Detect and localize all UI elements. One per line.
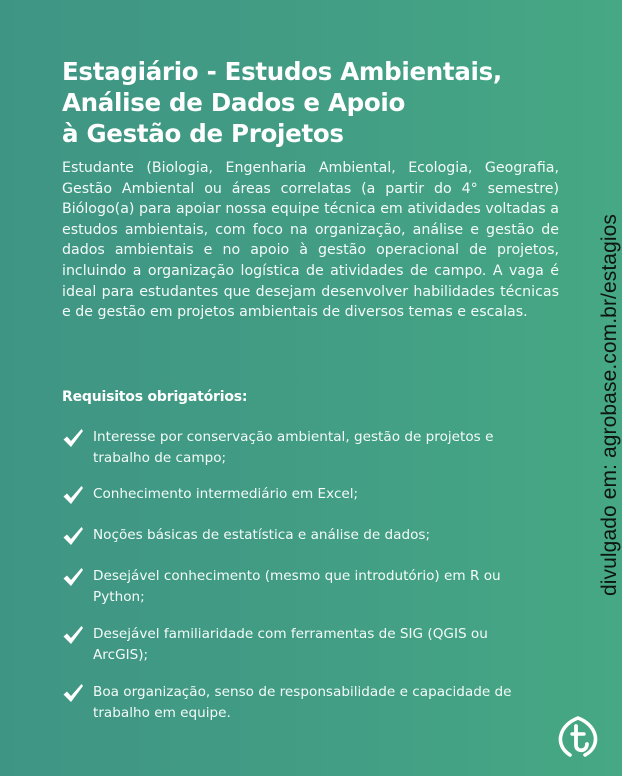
check-icon xyxy=(62,566,84,588)
check-icon xyxy=(62,525,84,547)
check-icon xyxy=(62,427,84,449)
job-title xyxy=(62,56,562,149)
job-title-line-1: Estagiário - Estudos Ambientais, xyxy=(62,57,502,86)
job-title-line-2: Análise de Dados e Apoio xyxy=(62,88,406,117)
requirement-text: Desejável familiaridade com ferramentas de SIG (QGIS ou ArcGIS); xyxy=(93,626,488,663)
requirement-text: Desejável conhecimento (mesmo que introdutório) em R ou Python; xyxy=(93,568,501,605)
source-note: divulgado em: agrobase.com.br/estagios xyxy=(598,213,621,597)
requirements-heading: Requisitos obrigatórios: xyxy=(62,389,248,405)
check-icon xyxy=(62,682,84,704)
requirement-text: Interesse por conservação ambiental, gestão de projetos e trabalho de campo; xyxy=(93,429,494,466)
job-title-line-3: à Gestão de Projetos xyxy=(62,119,344,148)
requirement-text: Boa organização, senso de responsabilidade e capacidade de trabalho em equipe. xyxy=(93,684,512,721)
leaf-t-logo-icon xyxy=(558,716,598,758)
job-description: Estudante (Biologia, Engenharia Ambiental, Ecologia, Geografia, Gestão Ambiental ou áreas correlatas (a partir do 4° semestre) Biólogo(a) para apoiar nossa equipe técnica em atividades voltadas a estudos ambientais, com foco na organização, análise e gestão de dados ambientais e no apoio à gestão operacional de projetos, incluindo a organização logística de atividades de campo. A vaga é ideal para estudantes que desejam desenvolver habilidades técnicas e de gestão em projetos ambientais de diversos temas e escalas. xyxy=(62,160,559,321)
requirement-text: Conhecimento intermediário em Excel; xyxy=(93,486,359,502)
check-icon xyxy=(62,484,84,506)
check-icon xyxy=(62,624,84,646)
requirement-text: Noções básicas de estatística e análise de dados; xyxy=(93,527,431,543)
